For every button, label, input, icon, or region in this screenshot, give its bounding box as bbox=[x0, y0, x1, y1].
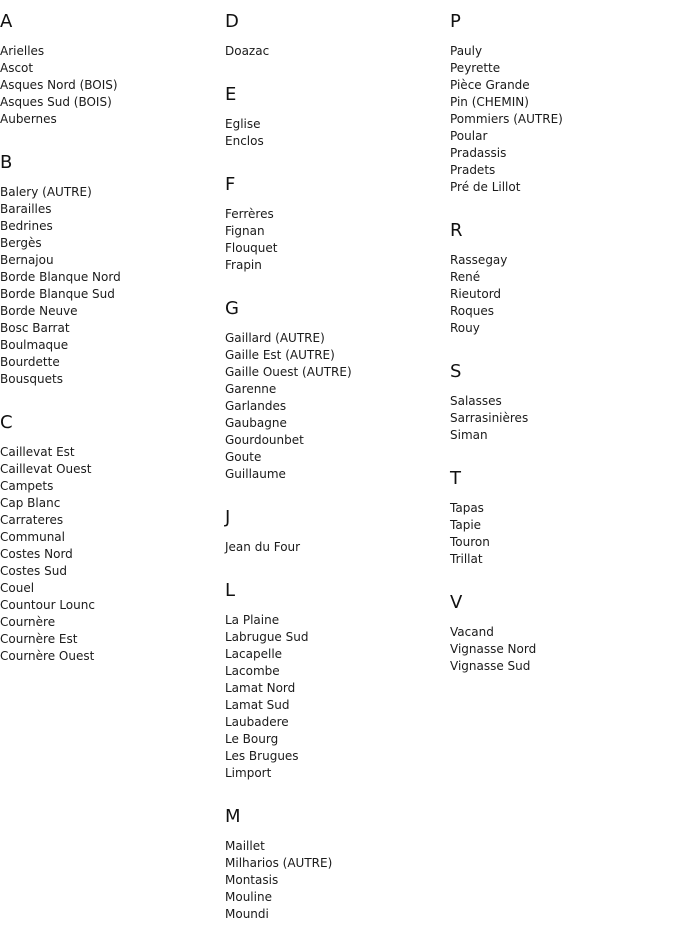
place-list-item[interactable]: Lamat Nord bbox=[225, 681, 296, 695]
place-list-item[interactable]: Borde Neuve bbox=[0, 304, 78, 318]
letter-group bbox=[450, 468, 675, 568]
letter-group bbox=[450, 592, 675, 675]
letter-group bbox=[0, 11, 225, 128]
place-list-item[interactable]: Cap Blanc bbox=[0, 496, 61, 510]
place-list-item[interactable]: Gaillard (AUTRE) bbox=[225, 331, 325, 345]
place-list-item[interactable]: Roques bbox=[450, 304, 494, 318]
place-list-item[interactable]: Arielles bbox=[0, 44, 45, 58]
letter-group bbox=[450, 220, 675, 337]
letter-heading: M bbox=[225, 806, 241, 827]
place-list-item[interactable]: Ferrères bbox=[225, 207, 274, 221]
place-list-item[interactable]: Ascot bbox=[0, 61, 34, 75]
place-list-item[interactable]: Peyrette bbox=[450, 61, 501, 75]
letter-heading: F bbox=[225, 174, 236, 195]
place-list-item[interactable]: Aubernes bbox=[0, 112, 57, 126]
place-list-item[interactable]: Poular bbox=[450, 129, 488, 143]
place-list-item[interactable]: Boulmaque bbox=[0, 338, 69, 352]
place-list-item[interactable]: Pré de Lillot bbox=[450, 180, 521, 194]
place-list-item[interactable]: Gaubagne bbox=[225, 416, 287, 430]
place-list-item[interactable]: Cournère Est bbox=[0, 632, 78, 646]
place-list-item[interactable]: Gaille Est (AUTRE) bbox=[225, 348, 335, 362]
letter-group bbox=[225, 11, 450, 60]
letter-heading: D bbox=[225, 11, 239, 32]
place-list-item[interactable]: Sarrasinières bbox=[450, 411, 529, 425]
place-list bbox=[450, 43, 675, 196]
place-list-item[interactable]: Le Bourg bbox=[225, 732, 279, 746]
index-column-2 bbox=[225, 11, 450, 947]
place-list bbox=[450, 500, 675, 568]
place-list-item[interactable]: Labrugue Sud bbox=[225, 630, 309, 644]
place-list-item[interactable]: Fignan bbox=[225, 224, 265, 238]
place-list-item[interactable]: Vignasse Sud bbox=[450, 659, 531, 673]
index-column-3 bbox=[450, 11, 675, 699]
place-list-item[interactable]: Jean du Four bbox=[225, 540, 301, 554]
place-list-item[interactable]: Costes Nord bbox=[0, 547, 73, 561]
place-list-item[interactable]: Garenne bbox=[225, 382, 277, 396]
place-list-item[interactable]: Pièce Grande bbox=[450, 78, 530, 92]
place-list-item[interactable]: Gaille Ouest (AUTRE) bbox=[225, 365, 352, 379]
letter-heading: J bbox=[225, 507, 231, 528]
place-list bbox=[225, 539, 450, 556]
place-list-item[interactable]: Flouquet bbox=[225, 241, 278, 255]
letter-group bbox=[225, 580, 450, 782]
letter-heading: L bbox=[225, 580, 236, 601]
place-list-item[interactable]: Asques Sud (BOIS) bbox=[0, 95, 112, 109]
letter-heading: P bbox=[450, 11, 461, 32]
letter-group bbox=[225, 174, 450, 274]
place-list-item[interactable]: Siman bbox=[450, 428, 488, 442]
place-list-item[interactable]: Montasis bbox=[225, 873, 279, 887]
place-list-item[interactable]: Les Brugues bbox=[225, 749, 299, 763]
place-list bbox=[450, 624, 675, 675]
letter-heading: A bbox=[0, 11, 13, 32]
place-list bbox=[0, 184, 225, 388]
place-list-item[interactable]: Bedrines bbox=[0, 219, 53, 233]
place-list bbox=[450, 252, 675, 337]
place-list-item[interactable]: Countour Lounc bbox=[0, 598, 95, 612]
place-list-item[interactable]: Couel bbox=[0, 581, 35, 595]
place-list-item[interactable]: Maillet bbox=[225, 839, 265, 853]
place-list-item[interactable]: Communal bbox=[0, 530, 65, 544]
place-list-item[interactable]: Bergès bbox=[0, 236, 42, 250]
letter-heading: G bbox=[225, 298, 239, 319]
place-list-item[interactable]: Pradassis bbox=[450, 146, 507, 160]
place-list-item[interactable]: Balery (AUTRE) bbox=[0, 185, 92, 199]
place-list-item[interactable]: Barailles bbox=[0, 202, 52, 216]
letter-heading: T bbox=[450, 468, 461, 489]
place-list-item[interactable]: Bosc Barrat bbox=[0, 321, 70, 335]
place-list-item[interactable]: Cournère Ouest bbox=[0, 649, 95, 663]
place-list-item[interactable]: Vacand bbox=[450, 625, 494, 639]
letter-heading: S bbox=[450, 361, 462, 382]
place-list-item[interactable]: Doazac bbox=[225, 44, 270, 58]
letter-heading: C bbox=[0, 412, 13, 433]
letter-heading: V bbox=[450, 592, 463, 613]
place-list bbox=[0, 444, 225, 665]
letter-group bbox=[450, 11, 675, 196]
place-list-item[interactable]: Carrateres bbox=[0, 513, 64, 527]
place-list-item[interactable]: Asques Nord (BOIS) bbox=[0, 78, 118, 92]
place-list-item[interactable]: Lamat Sud bbox=[225, 698, 290, 712]
place-list-item[interactable]: Gourdounbet bbox=[225, 433, 304, 447]
place-list-item[interactable]: Caillevat Est bbox=[0, 445, 75, 459]
place-list-item[interactable]: Caillevat Ouest bbox=[0, 462, 92, 476]
place-list-item[interactable]: Campets bbox=[0, 479, 54, 493]
place-list-item[interactable]: Goute bbox=[225, 450, 262, 464]
place-list-item[interactable]: Pin (CHEMIN) bbox=[450, 95, 529, 109]
letter-group bbox=[450, 361, 675, 444]
index-column-1 bbox=[0, 11, 225, 689]
place-list-item[interactable]: Lacombe bbox=[225, 664, 280, 678]
place-list-item[interactable]: Borde Blanque Nord bbox=[0, 270, 121, 284]
place-list-item[interactable]: René bbox=[450, 270, 481, 284]
place-list-item[interactable]: Enclos bbox=[225, 134, 264, 148]
letter-group bbox=[0, 412, 225, 665]
place-list bbox=[225, 206, 450, 274]
place-list bbox=[225, 612, 450, 782]
place-list bbox=[0, 43, 225, 128]
place-list-item[interactable]: Rieutord bbox=[450, 287, 502, 301]
letter-group bbox=[225, 298, 450, 483]
letter-heading: B bbox=[0, 152, 13, 173]
place-list-item[interactable]: Mouline bbox=[225, 890, 272, 904]
place-list-item[interactable]: Costes Sud bbox=[0, 564, 67, 578]
place-list bbox=[225, 43, 450, 60]
place-list-item[interactable]: Tapie bbox=[450, 518, 482, 532]
place-list-item[interactable]: Trillat bbox=[450, 552, 483, 566]
place-list-item[interactable]: Tapas bbox=[450, 501, 484, 515]
place-list-item[interactable]: Milharios (AUTRE) bbox=[225, 856, 333, 870]
place-list-item[interactable]: Frapin bbox=[225, 258, 262, 272]
letter-group bbox=[225, 806, 450, 923]
place-list-item[interactable]: Bourdette bbox=[0, 355, 60, 369]
place-list-item[interactable]: Pradets bbox=[450, 163, 496, 177]
letter-heading: R bbox=[450, 220, 463, 241]
letter-heading: E bbox=[225, 84, 237, 105]
place-list-item[interactable]: Lacapelle bbox=[225, 647, 283, 661]
letter-group bbox=[225, 84, 450, 150]
place-list-item[interactable]: Laubadere bbox=[225, 715, 289, 729]
place-list-item[interactable]: Salasses bbox=[450, 394, 502, 408]
letter-group bbox=[0, 152, 225, 388]
place-list-item[interactable]: La Plaine bbox=[225, 613, 280, 627]
place-list bbox=[225, 838, 450, 923]
place-list bbox=[225, 116, 450, 150]
place-list-item[interactable]: Bernajou bbox=[0, 253, 54, 267]
place-list-item[interactable]: Guillaume bbox=[225, 467, 286, 481]
place-list-item[interactable]: Bousquets bbox=[0, 372, 63, 386]
place-list-item[interactable]: Eglise bbox=[225, 117, 261, 131]
place-list-item[interactable]: Pauly bbox=[450, 44, 483, 58]
letter-group bbox=[225, 507, 450, 556]
place-list-item[interactable]: Rassegay bbox=[450, 253, 508, 267]
place-list-item[interactable]: Touron bbox=[450, 535, 490, 549]
place-list-item[interactable]: Pommiers (AUTRE) bbox=[450, 112, 563, 126]
place-list-item[interactable]: Borde Blanque Sud bbox=[0, 287, 115, 301]
place-list-item[interactable]: Vignasse Nord bbox=[450, 642, 537, 656]
place-list bbox=[225, 330, 450, 483]
place-list-item[interactable]: Cournère bbox=[0, 615, 56, 629]
place-list-item[interactable]: Limport bbox=[225, 766, 272, 780]
place-list-item[interactable]: Garlandes bbox=[225, 399, 287, 413]
place-list-item[interactable]: Rouy bbox=[450, 321, 480, 335]
place-list bbox=[450, 393, 675, 444]
place-list-item[interactable]: Moundi bbox=[225, 907, 269, 921]
